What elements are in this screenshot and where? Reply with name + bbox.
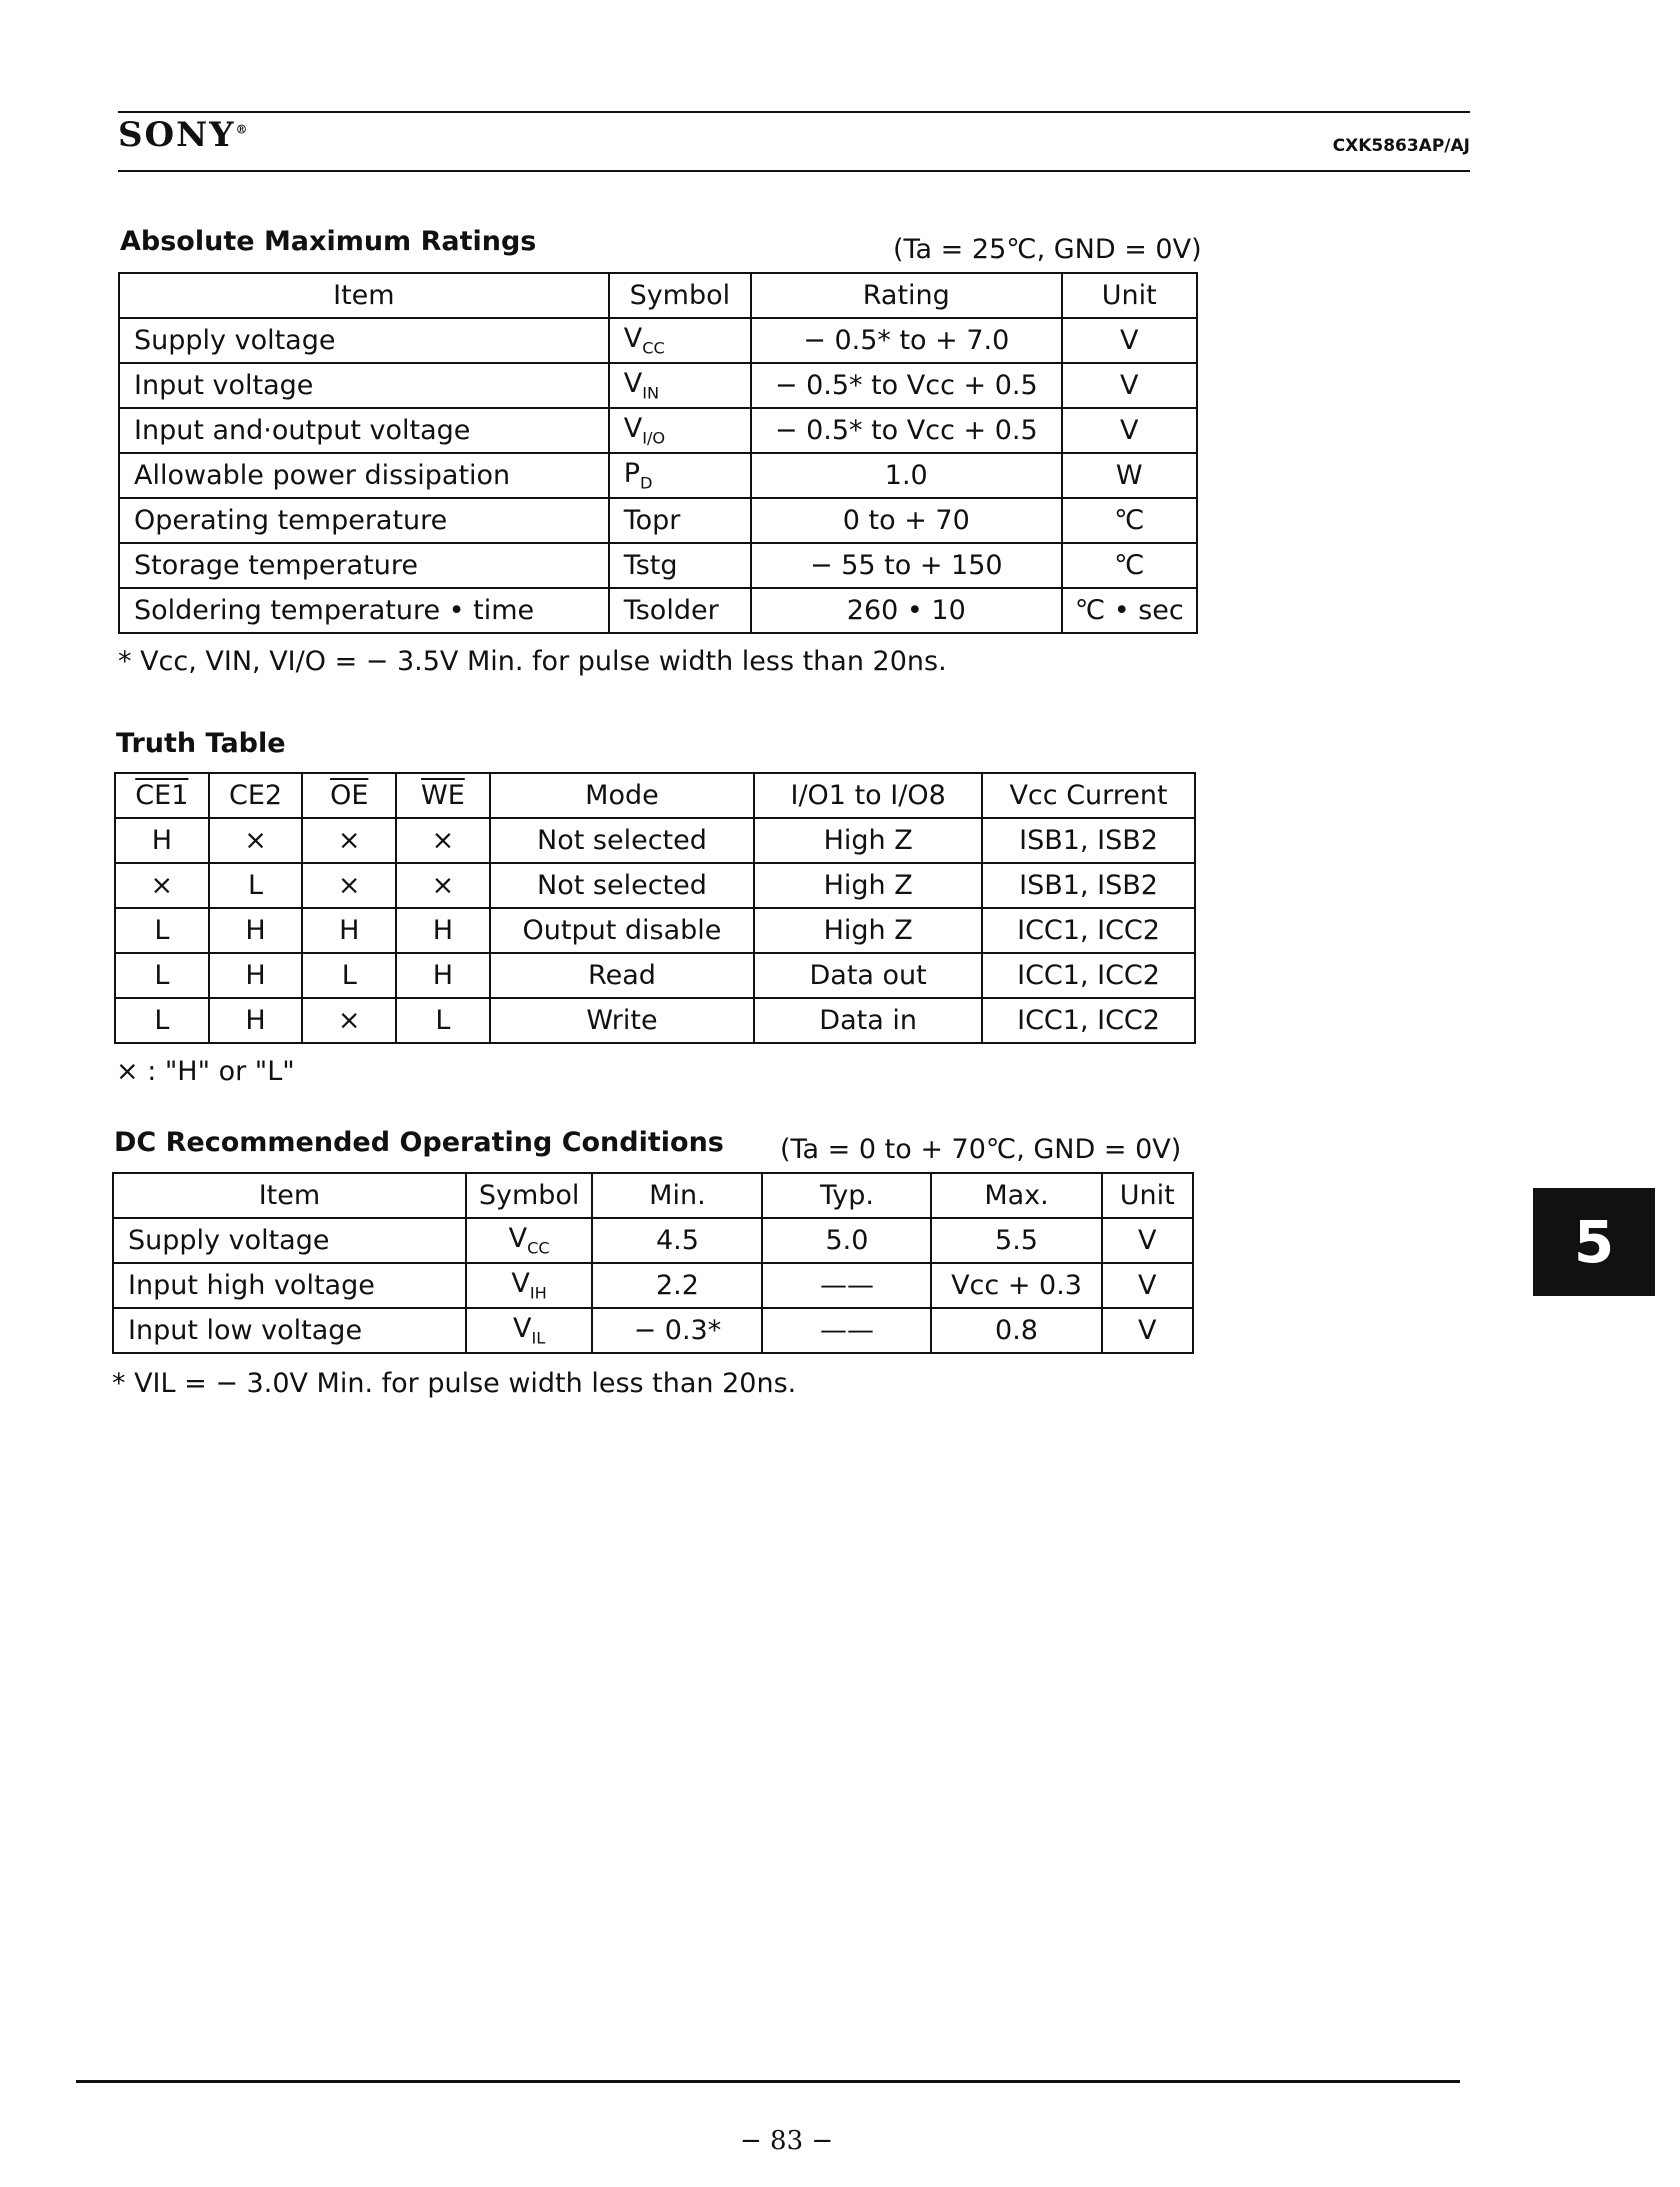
abs-max-rating: − 0.5* to Vcc + 0.5 <box>751 408 1062 453</box>
truth-cell: H <box>115 818 209 863</box>
abs-max-symbol-base: V <box>623 323 643 355</box>
dc-min: 2.2 <box>592 1263 762 1308</box>
dc-col-header: Symbol <box>466 1173 592 1218</box>
abs-max-symbol <box>609 363 751 408</box>
truth-col-header: Vcc Current <box>982 773 1195 818</box>
truth-cell: High Z <box>754 863 982 908</box>
dc-col-header: Typ. <box>762 1173 931 1218</box>
sony-logo <box>118 115 250 155</box>
abs-max-symbol <box>609 453 751 498</box>
abs-max-col-header: Unit <box>1062 273 1197 318</box>
dc-col-header: Item <box>113 1173 466 1218</box>
dc-item: Input high voltage <box>113 1263 466 1308</box>
truth-cell: L <box>396 998 490 1043</box>
truth-header-row <box>115 773 1195 818</box>
abs-max-title: Absolute Maximum Ratings <box>120 226 537 257</box>
abs-max-rating: 0 to + 70 <box>751 498 1062 543</box>
truth-col-header: Mode <box>490 773 754 818</box>
abs-max-rating: − 0.5* to + 7.0 <box>751 318 1062 363</box>
truth-cell: Not selected <box>490 818 754 863</box>
abs-max-row <box>119 498 1197 543</box>
truth-cell: ISB1, ISB2 <box>982 863 1195 908</box>
truth-cell: L <box>115 998 209 1043</box>
abs-max-row <box>119 408 1197 453</box>
truth-col-header: CE2 <box>209 773 303 818</box>
brand-mark: ® <box>235 122 250 137</box>
dc-item: Supply voltage <box>113 1218 466 1263</box>
truth-cell: ICC1, ICC2 <box>982 998 1195 1043</box>
abs-max-unit: W <box>1062 453 1197 498</box>
truth-cell: ICC1, ICC2 <box>982 908 1195 953</box>
abs-max-col-header: Symbol <box>609 273 751 318</box>
abs-max-col-header: Item <box>119 273 609 318</box>
abs-max-symbol-subscript: IN <box>642 383 660 403</box>
header-top-rule <box>118 111 1470 113</box>
abs-max-item: Storage temperature <box>119 543 609 588</box>
header-bottom-rule <box>118 170 1470 172</box>
truth-cell: × <box>209 818 303 863</box>
dc-unit: V <box>1102 1308 1193 1353</box>
dc-col-header: Min. <box>592 1173 762 1218</box>
abs-max-unit: V <box>1062 318 1197 363</box>
dc-title: DC Recommended Operating Conditions <box>114 1127 724 1158</box>
truth-row <box>115 953 1195 998</box>
dc-symbol <box>466 1308 592 1353</box>
dc-row <box>113 1308 1193 1353</box>
dc-row <box>113 1218 1193 1263</box>
abs-max-symbol-subscript: D <box>640 473 653 493</box>
abs-max-item: Soldering temperature • time <box>119 588 609 633</box>
truth-cell: ICC1, ICC2 <box>982 953 1195 998</box>
abs-max-col-header: Rating <box>751 273 1062 318</box>
abs-max-unit: V <box>1062 408 1197 453</box>
abs-max-symbol-base: V <box>623 413 643 445</box>
abs-max-row <box>119 453 1197 498</box>
truth-cell: × <box>115 863 209 908</box>
truth-cell: × <box>302 818 396 863</box>
truth-cell: H <box>209 908 303 953</box>
truth-row <box>115 998 1195 1043</box>
truth-cell: × <box>396 818 490 863</box>
dc-col-header: Max. <box>931 1173 1101 1218</box>
dc-min: − 0.3* <box>592 1308 762 1353</box>
dc-unit: V <box>1102 1263 1193 1308</box>
abs-max-symbol <box>609 588 751 633</box>
truth-cell: H <box>209 998 303 1043</box>
dc-symbol-base: V <box>508 1223 528 1255</box>
abs-max-symbol-subscript: CC <box>642 338 665 358</box>
abs-max-item: Input voltage <box>119 363 609 408</box>
truth-cell: L <box>115 908 209 953</box>
abs-max-symbol-subscript: I/O <box>642 428 666 448</box>
truth-cell: Read <box>490 953 754 998</box>
abs-max-unit: ℃ • sec <box>1062 588 1197 633</box>
abs-max-symbol-base: Tsolder <box>623 595 719 626</box>
truth-cell: × <box>302 998 396 1043</box>
abs-max-table <box>118 272 1198 634</box>
abs-max-item: Operating temperature <box>119 498 609 543</box>
dc-typ: —— <box>762 1308 931 1353</box>
truth-col-header: $\overline{WE}$ <box>396 773 490 818</box>
truth-table <box>114 772 1196 1044</box>
abs-max-symbol-base: Tstg <box>623 550 678 581</box>
truth-col-header: I/O1 to I/O8 <box>754 773 982 818</box>
part-number: CXK5863AP/AJ <box>1332 136 1470 156</box>
dc-row <box>113 1263 1193 1308</box>
footer-rule <box>76 2080 1460 2083</box>
abs-max-symbol-base: P <box>623 458 641 490</box>
brand-name: SONY <box>118 115 236 155</box>
abs-max-rating: − 0.5* to Vcc + 0.5 <box>751 363 1062 408</box>
truth-cell: L <box>302 953 396 998</box>
abs-max-item: Allowable power dissipation <box>119 453 609 498</box>
abs-max-symbol-base: Topr <box>623 505 681 536</box>
dc-symbol-subscript: IL <box>531 1328 546 1348</box>
dc-symbol-subscript: CC <box>527 1238 550 1258</box>
dc-symbol <box>466 1263 592 1308</box>
truth-col-header: $\overline{OE}$ <box>302 773 396 818</box>
truth-row <box>115 863 1195 908</box>
section-tab: 5 <box>1533 1188 1655 1296</box>
truth-row <box>115 908 1195 953</box>
dc-item: Input low voltage <box>113 1308 466 1353</box>
truth-table-title: Truth Table <box>116 728 286 759</box>
truth-cell: High Z <box>754 908 982 953</box>
truth-cell: H <box>209 953 303 998</box>
truth-cell: Data in <box>754 998 982 1043</box>
dc-symbol <box>466 1218 592 1263</box>
dc-max: 0.8 <box>931 1308 1101 1353</box>
dc-symbol-subscript: IH <box>529 1283 547 1303</box>
dc-unit: V <box>1102 1218 1193 1263</box>
abs-max-symbol-base: V <box>623 368 643 400</box>
truth-cell: H <box>302 908 396 953</box>
truth-cell: Write <box>490 998 754 1043</box>
truth-cell: High Z <box>754 818 982 863</box>
abs-max-rating: 1.0 <box>751 453 1062 498</box>
truth-cell: × <box>396 863 490 908</box>
dc-footnote: * VIL = − 3.0V Min. for pulse width less than 20ns. <box>112 1368 797 1399</box>
abs-max-footnote: * Vcc, VIN, VI/O = − 3.5V Min. for pulse width less than 20ns. <box>118 646 947 677</box>
abs-max-unit: ℃ <box>1062 543 1197 588</box>
abs-max-item: Input and·output voltage <box>119 408 609 453</box>
dc-col-header: Unit <box>1102 1173 1193 1218</box>
truth-cell: H <box>396 908 490 953</box>
abs-max-unit: ℃ <box>1062 498 1197 543</box>
dc-symbol-base: V <box>511 1268 530 1300</box>
dc-min: 4.5 <box>592 1218 762 1263</box>
dc-max: 5.5 <box>931 1218 1101 1263</box>
dc-typ: 5.0 <box>762 1218 931 1263</box>
dc-condition: (Ta = 0 to + 70℃, GND = 0V) <box>780 1134 1182 1165</box>
abs-max-row <box>119 318 1197 363</box>
abs-max-item: Supply voltage <box>119 318 609 363</box>
truth-col-header: CE1 <box>115 773 209 818</box>
abs-max-rating: − 55 to + 150 <box>751 543 1062 588</box>
dc-table <box>112 1172 1194 1354</box>
truth-cell: ISB1, ISB2 <box>982 818 1195 863</box>
abs-max-symbol <box>609 318 751 363</box>
dc-symbol-base: V <box>513 1313 532 1345</box>
abs-max-unit: V <box>1062 363 1197 408</box>
truth-cell: H <box>396 953 490 998</box>
dc-header-row <box>113 1173 1193 1218</box>
abs-max-rating: 260 • 10 <box>751 588 1062 633</box>
dc-max: Vcc + 0.3 <box>931 1263 1101 1308</box>
abs-max-symbol <box>609 543 751 588</box>
abs-max-header-row <box>119 273 1197 318</box>
truth-cell: Output disable <box>490 908 754 953</box>
page-number: − 83 − <box>740 2126 834 2156</box>
truth-cell: Not selected <box>490 863 754 908</box>
abs-max-symbol <box>609 498 751 543</box>
truth-cell: Data out <box>754 953 982 998</box>
truth-table-footnote: × : "H" or "L" <box>116 1056 295 1087</box>
truth-cell: L <box>209 863 303 908</box>
truth-cell: × <box>302 863 396 908</box>
dc-typ: —— <box>762 1263 931 1308</box>
abs-max-symbol <box>609 408 751 453</box>
abs-max-row <box>119 363 1197 408</box>
abs-max-condition: (Ta = 25℃, GND = 0V) <box>893 234 1202 265</box>
truth-cell: L <box>115 953 209 998</box>
abs-max-row <box>119 588 1197 633</box>
abs-max-row <box>119 543 1197 588</box>
truth-row <box>115 818 1195 863</box>
